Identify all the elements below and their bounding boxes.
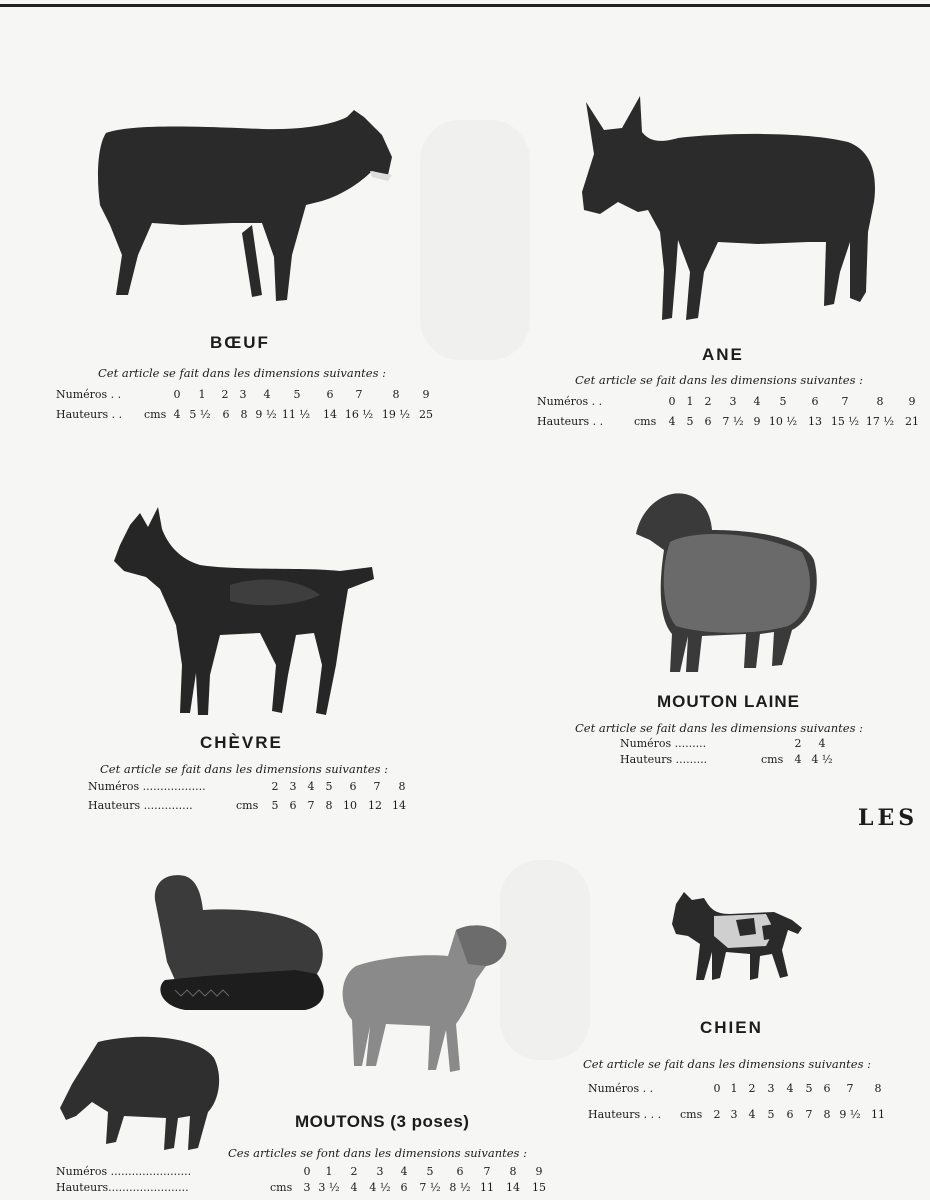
size-value: 5: [426, 1165, 434, 1178]
chevre-unit: cms: [236, 799, 259, 812]
size-value: 9 ½: [839, 1108, 861, 1121]
size-value: 6: [811, 395, 819, 408]
size-value: 8 ½: [449, 1181, 471, 1194]
size-value: 11 ½: [281, 408, 311, 421]
moutons-hauteurs-label: Hauteurs.......................: [56, 1181, 189, 1194]
size-value: 15 ½: [830, 415, 860, 428]
size-value: 8: [325, 799, 333, 812]
standing-sheep-icon: [336, 920, 511, 1075]
size-value: 5: [325, 780, 333, 793]
size-value: 3 ½: [318, 1181, 340, 1194]
size-value: 9: [908, 395, 916, 408]
size-value: 12: [368, 799, 382, 812]
chevre-numeros-label: Numéros ..................: [88, 780, 206, 793]
moutons-title: MOUTONS (3 poses): [295, 1112, 470, 1131]
size-value: 5 ½: [189, 408, 211, 421]
size-value: 1: [325, 1165, 333, 1178]
size-value: 15: [532, 1181, 546, 1194]
size-value: 4: [668, 415, 676, 428]
chevre-title: CHÈVRE: [200, 733, 283, 752]
size-value: 5: [293, 388, 301, 401]
size-value: 8: [509, 1165, 517, 1178]
mouton-laine-numeros-label: Numéros .........: [620, 737, 707, 750]
boeuf-intro: Cet article se fait dans les dimensions suivantes :: [98, 366, 386, 380]
ox-icon: [92, 105, 397, 310]
top-border: [0, 4, 930, 7]
size-value: 2: [221, 388, 229, 401]
moutons-unit: cms: [270, 1181, 293, 1194]
size-value: 3: [376, 1165, 384, 1178]
lying-sheep-icon: [145, 870, 330, 1015]
size-value: 6: [786, 1108, 794, 1121]
chien-unit: cms: [680, 1108, 703, 1121]
goat-icon: [110, 505, 380, 720]
size-value: 0: [713, 1082, 721, 1095]
size-value: 7: [805, 1108, 813, 1121]
size-value: 9: [422, 388, 430, 401]
size-value: 6: [823, 1082, 831, 1095]
size-value: 4: [173, 408, 181, 421]
size-value: 5: [686, 415, 694, 428]
size-value: 1: [198, 388, 206, 401]
ghost-figure: [420, 120, 530, 360]
size-value: 3: [729, 395, 737, 408]
chien-hauteurs-label: Hauteurs . . .: [588, 1108, 662, 1121]
size-value: 4: [263, 388, 271, 401]
donkey-icon: [578, 92, 883, 332]
size-value: 10: [343, 799, 357, 812]
ane-numeros-label: Numéros . .: [537, 395, 603, 408]
size-value: 0: [173, 388, 181, 401]
size-value: 2: [748, 1082, 756, 1095]
size-value: 17 ½: [865, 415, 895, 428]
size-value: 6: [400, 1181, 408, 1194]
size-value: 5: [805, 1082, 813, 1095]
size-value: 4: [350, 1181, 358, 1194]
size-value: 7 ½: [419, 1181, 441, 1194]
size-value: 6: [289, 799, 297, 812]
size-value: 8: [823, 1108, 831, 1121]
size-value: 3: [767, 1082, 775, 1095]
dog-icon: [670, 890, 805, 985]
size-value: 1: [686, 395, 694, 408]
size-value: 7: [355, 388, 363, 401]
section-heading: LES: [858, 805, 919, 831]
moutons-intro: Ces articles se font dans les dimensions suivantes :: [228, 1146, 527, 1160]
size-value: 3: [239, 388, 247, 401]
size-value: 11: [871, 1108, 885, 1121]
mouton-laine-intro: Cet article se fait dans les dimensions suivantes :: [575, 721, 863, 735]
size-value: 3: [303, 1181, 311, 1194]
size-value: 4: [748, 1108, 756, 1121]
size-value: 5: [271, 799, 279, 812]
size-value: 9: [535, 1165, 543, 1178]
size-value: 7 ½: [722, 415, 744, 428]
boeuf-hauteurs-label: Hauteurs . .: [56, 408, 123, 421]
size-value: 14: [506, 1181, 520, 1194]
size-value: 25: [419, 408, 433, 421]
size-value: 2: [350, 1165, 358, 1178]
size-value: 5: [767, 1108, 775, 1121]
size-value: 2: [271, 780, 279, 793]
size-value: 7: [307, 799, 315, 812]
size-value: 3: [730, 1108, 738, 1121]
size-value: 4: [794, 753, 802, 766]
size-value: 3: [289, 780, 297, 793]
size-value: 4: [786, 1082, 794, 1095]
size-value: 5: [779, 395, 787, 408]
size-value: 4: [818, 737, 826, 750]
boeuf-unit: cms: [144, 408, 167, 421]
size-value: 8: [876, 395, 884, 408]
size-value: 2: [713, 1108, 721, 1121]
size-value: 4: [307, 780, 315, 793]
size-value: 6: [349, 780, 357, 793]
chien-title: CHIEN: [700, 1018, 763, 1037]
size-value: 2: [794, 737, 802, 750]
size-value: 0: [668, 395, 676, 408]
size-value: 13: [808, 415, 822, 428]
size-value: 9 ½: [255, 408, 277, 421]
size-value: 14: [392, 799, 406, 812]
size-value: 6: [222, 408, 230, 421]
size-value: 8: [392, 388, 400, 401]
chien-intro: Cet article se fait dans les dimensions suivantes :: [583, 1057, 871, 1071]
size-value: 8: [398, 780, 406, 793]
boeuf-title: BŒUF: [210, 333, 270, 352]
size-value: 4: [753, 395, 761, 408]
size-value: 19 ½: [381, 408, 411, 421]
size-value: 7: [373, 780, 381, 793]
ane-title: ANE: [702, 345, 744, 364]
mouton-laine-hauteurs-label: Hauteurs .........: [620, 753, 708, 766]
ane-intro: Cet article se fait dans les dimensions suivantes :: [575, 373, 863, 387]
grazing-sheep-icon: [58, 1032, 223, 1154]
chien-numeros-label: Numéros . .: [588, 1082, 654, 1095]
moutons-numeros-label: Numéros .......................: [56, 1165, 192, 1178]
size-value: 10 ½: [768, 415, 798, 428]
mouton-laine-title: MOUTON LAINE: [657, 692, 800, 711]
size-value: 7: [841, 395, 849, 408]
size-value: 6: [456, 1165, 464, 1178]
size-value: 8: [240, 408, 248, 421]
chevre-intro: Cet article se fait dans les dimensions suivantes :: [100, 762, 388, 776]
ghost-figure: [500, 860, 590, 1060]
size-value: 4: [400, 1165, 408, 1178]
boeuf-numeros-label: Numéros . .: [56, 388, 122, 401]
size-value: 1: [730, 1082, 738, 1095]
ane-unit: cms: [634, 415, 657, 428]
size-value: 7: [846, 1082, 854, 1095]
size-value: 0: [303, 1165, 311, 1178]
size-value: 4 ½: [369, 1181, 391, 1194]
size-value: 7: [483, 1165, 491, 1178]
size-value: 6: [704, 415, 712, 428]
mouton-laine-unit: cms: [761, 753, 784, 766]
size-value: 4 ½: [811, 753, 833, 766]
size-value: 2: [704, 395, 712, 408]
wool-sheep-icon: [632, 490, 822, 680]
size-value: 9: [753, 415, 761, 428]
size-value: 8: [874, 1082, 882, 1095]
size-value: 14: [323, 408, 337, 421]
size-value: 11: [480, 1181, 494, 1194]
size-value: 6: [326, 388, 334, 401]
ane-hauteurs-label: Hauteurs . .: [537, 415, 604, 428]
size-value: 21: [905, 415, 919, 428]
chevre-hauteurs-label: Hauteurs ..............: [88, 799, 193, 812]
size-value: 16 ½: [344, 408, 374, 421]
